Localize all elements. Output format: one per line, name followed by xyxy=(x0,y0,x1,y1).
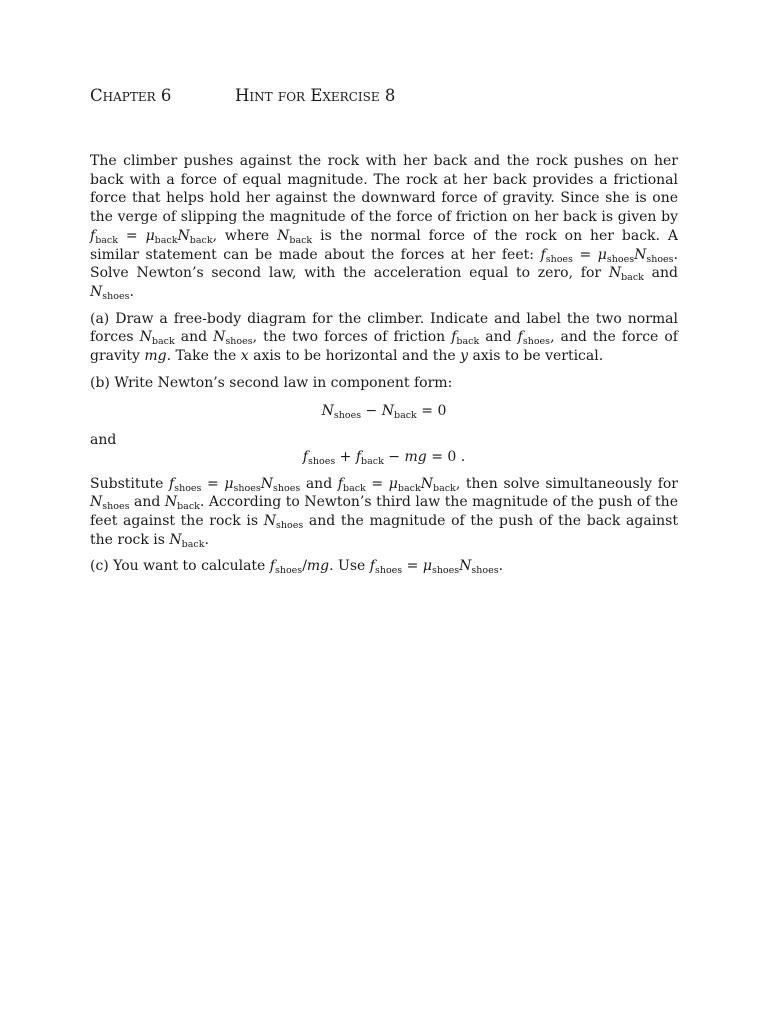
chapter-label: Chapter 6 xyxy=(90,86,172,105)
equation-horizontal: $N_{shoes} - N_{back} = 0$ xyxy=(321,403,447,422)
intro-paragraph: The climber pushes against the rock with her back and the rock pushes on her back with a force of equal magnitude. The rock at her back provides a frictional force that helps hold her against the downward force of gravity. Since she is one the verge of slipping the magnitude of the force of friction on her back is given by $f_{back} = \mu_{back}N_{back}$, where $N_{back}$ is the normal force of the rock on her back. A similar statement can be made about the forces at her feet: $f_{shoes} = \mu_{shoes}N_{shoes}$. Solve Newton’s second law, with the acceleration equal to zero, for $N_{back}$ and $N_{shoes}$. xyxy=(90,153,678,302)
part-a-paragraph: (a) Draw a free-body diagram for the climber. Indicate and label the two normal forces $N_{back}$ and $N_{shoes}$, the two forces of friction $f_{back}$ and $f_{shoes}$, and the force of gravity mg. Take the x axis to be horizontal and the y axis to be vertical. xyxy=(90,310,678,365)
document-body xyxy=(90,152,678,584)
equation-vertical: $f_{shoes} + f_{back}$ − mg = 0 . xyxy=(302,448,466,467)
substitute-paragraph: Substitute $f_{shoes} = \mu_{shoes}N_{shoes}$ and $f_{back} = \mu_{back}N_{back}$, then solve simultaneously for $N_{shoes}$ and $N_{back}$. According to Newton’s third law the magnitude of the push of the feet against the rock is $N_{shoes}$ and the magnitude of the push of the back against the rock is $N_{back}$. xyxy=(90,475,678,550)
and-text: and xyxy=(90,432,117,449)
hint-title: Hint for Exercise 8 xyxy=(235,86,396,105)
part-b-paragraph: (b) Write Newton’s second law in component form: xyxy=(90,374,453,391)
part-c-paragraph: (c) You want to calculate $f_{shoes}/mg$. Use $f_{shoes} = \mu_{shoes}N_{shoes}$. xyxy=(90,558,504,577)
